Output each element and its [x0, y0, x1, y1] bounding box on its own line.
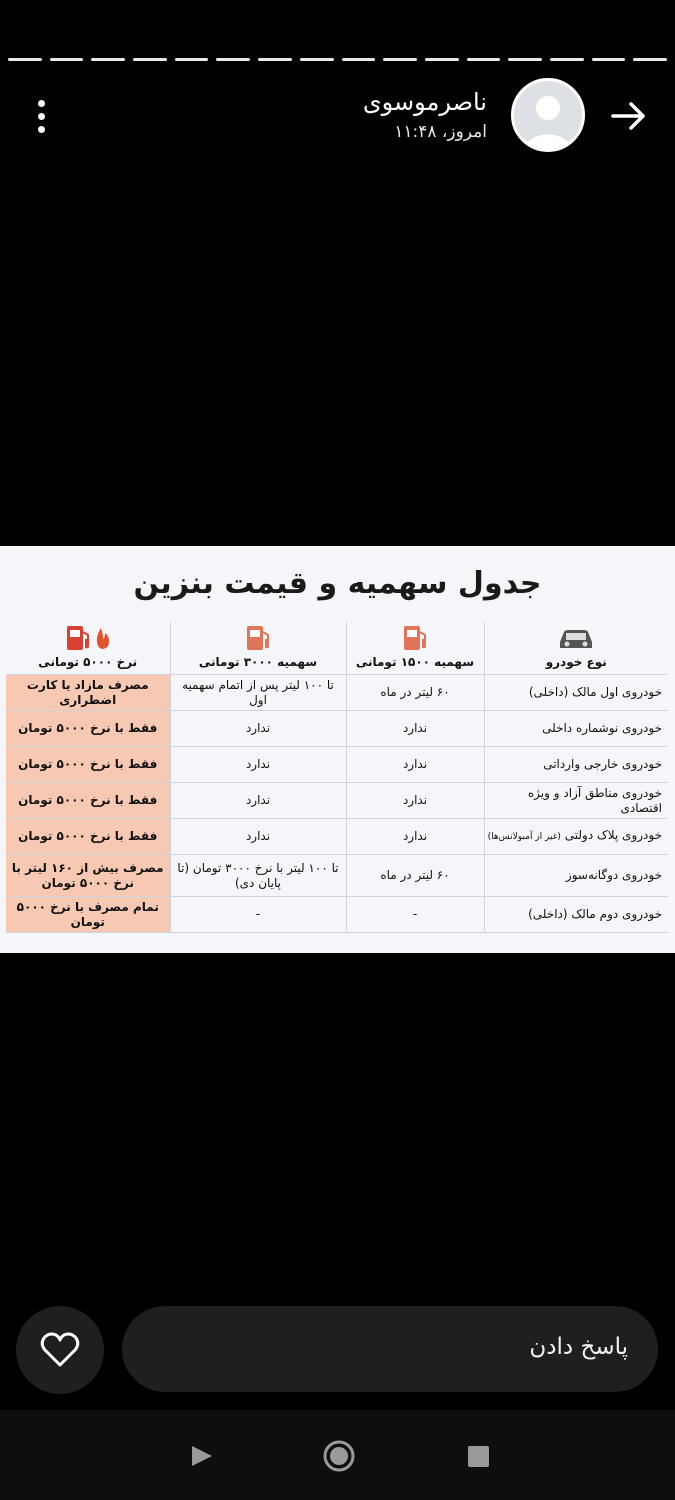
progress-segment — [592, 58, 626, 61]
progress-segment — [633, 58, 667, 61]
story-header — [0, 78, 675, 158]
like-button[interactable] — [16, 1306, 104, 1394]
progress-segment — [550, 58, 584, 61]
header-rate-5000: نرخ ۵۰۰۰ تومانی — [6, 622, 170, 675]
progress-segment — [133, 58, 167, 61]
progress-segment — [383, 58, 417, 61]
progress-segment — [342, 58, 376, 61]
progress-segment — [91, 58, 125, 61]
progress-segment — [467, 58, 501, 61]
fuel-pump-3000-icon — [243, 624, 273, 652]
table-row: خودروی دوم مالک (داخلی) - - تمام مصرف با نرخ ۵۰۰۰ تومان — [6, 897, 668, 933]
circle-home-icon[interactable] — [322, 1439, 356, 1473]
table-row: خودروی دوگانه‌سوز ۶۰ لیتر در ماه تا ۱۰۰ لیتر با نرخ ۳۰۰۰ تومان (تا پایان دی) مصرف بیش از ۱۶۰ لیتر با نرخ ۵۰۰۰ تومان — [6, 855, 668, 897]
post-time: امروز، ۱۱:۴۸ — [394, 122, 487, 142]
progress-segment — [508, 58, 542, 61]
heart-icon — [40, 1332, 80, 1368]
reply-placeholder: پاسخ دادن — [529, 1334, 628, 1360]
header-car-type: نوع خودرو — [484, 622, 668, 675]
reply-input[interactable] — [122, 1306, 658, 1392]
fuel-pump-1500-icon — [400, 624, 430, 652]
story-progress — [8, 58, 667, 61]
fuel-quota-table — [6, 622, 668, 933]
author-name: ناصرموسوی — [362, 88, 487, 116]
table-row: خودروی خارجی وارداتی ندارد ندارد فقط با نرخ ۵۰۰۰ تومان — [6, 747, 668, 783]
progress-segment — [258, 58, 292, 61]
system-nav-bar — [0, 1410, 675, 1500]
table-title: جدول سهمیه و قیمت بنزین — [133, 566, 542, 601]
post-image — [0, 546, 675, 953]
default-user-avatar — [514, 81, 585, 152]
table-row: خودروی مناطق آزاد و ویژه اقتصادی ندارد ندارد فقط با نرخ ۵۰۰۰ تومان — [6, 783, 668, 819]
progress-segment — [425, 58, 459, 61]
arrow-right-icon[interactable] — [609, 96, 649, 136]
progress-segment — [50, 58, 84, 61]
header-quota-3000: سهمیه ۳۰۰۰ تومانی — [170, 622, 346, 675]
car-icon — [556, 626, 596, 652]
triangle-back-icon[interactable] — [190, 1444, 214, 1468]
table-row: خودروی اول مالک (داخلی) ۶۰ لیتر در ماه تا ۱۰۰ لیتر پس از اتمام سهمیه اول مصرف مازاد یا کارت اضطراری — [6, 675, 668, 711]
progress-segment — [8, 58, 42, 61]
progress-segment — [175, 58, 209, 61]
avatar[interactable] — [511, 78, 585, 152]
more-vertical-icon[interactable] — [24, 96, 58, 136]
progress-segment — [300, 58, 334, 61]
fuel-pump-5000-fire-icon — [63, 624, 113, 652]
progress-segment — [216, 58, 250, 61]
square-recents-icon[interactable] — [468, 1446, 489, 1467]
table-row: خودروی نوشماره داخلی ندارد ندارد فقط با نرخ ۵۰۰۰ تومان — [6, 711, 668, 747]
author-info[interactable] — [363, 88, 487, 142]
header-quota-1500: سهمیه ۱۵۰۰ تومانی — [346, 622, 484, 675]
table-row: خودروی پلاک دولتی (غیر از آمبولانس‌ها) ندارد ندارد فقط با نرخ ۵۰۰۰ تومان — [6, 819, 668, 855]
